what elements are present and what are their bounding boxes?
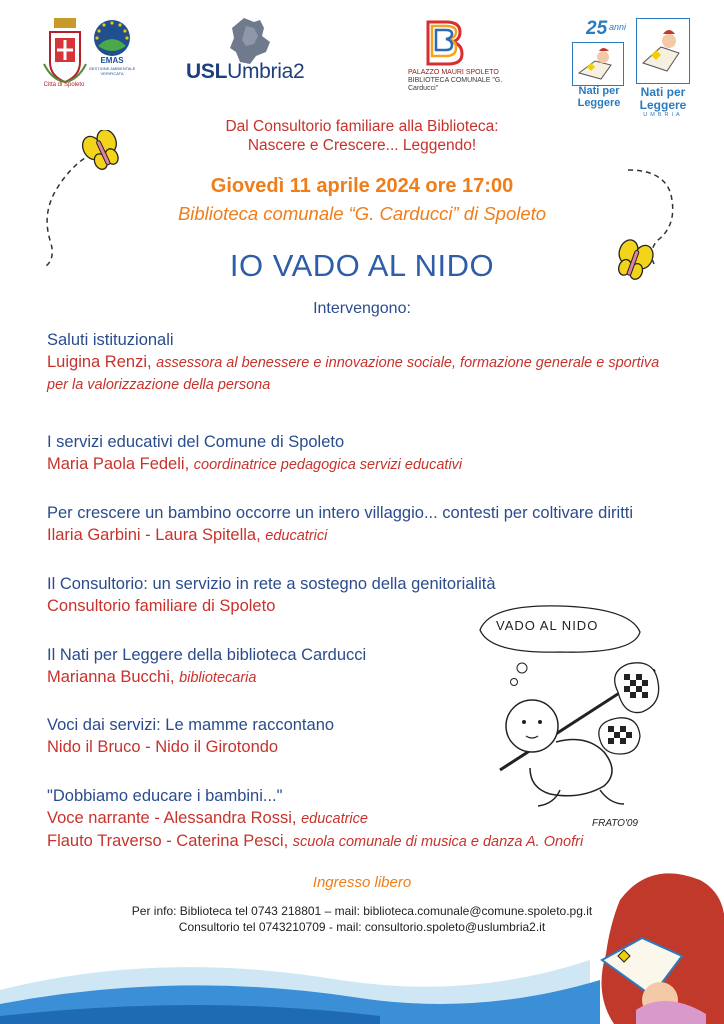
child-with-bundle-illustration bbox=[460, 600, 660, 830]
program-topic: Voci dai servizi: Le mamme raccontano bbox=[47, 716, 335, 734]
npl-label-left: Nati per Leggere bbox=[577, 85, 621, 109]
event-venue: Biblioteca comunale “G. Carducci” di Spoleto bbox=[177, 203, 547, 224]
palazzo-line1: PALAZZO MAURI SPOLETO bbox=[408, 69, 499, 76]
speaker-name: Flauto Traverso - Caterina Pesci, bbox=[47, 832, 289, 850]
reading-child-corner-icon bbox=[580, 860, 724, 1024]
npl-25-number: 25 bbox=[586, 18, 608, 39]
speaker-role: coordinatrice pedagogica servizi educativi bbox=[193, 457, 463, 473]
page-title: IO VADO AL NIDO bbox=[229, 248, 495, 283]
npl-label-right: Nati per Leggere bbox=[639, 85, 687, 112]
program-item bbox=[47, 503, 707, 547]
speaker-role: educatrici bbox=[265, 528, 328, 544]
usl-umbria2-logo bbox=[186, 60, 304, 84]
comune-caption: Città di Spoleto bbox=[43, 82, 85, 88]
emas-logo-icon bbox=[90, 16, 134, 88]
event-date: Giovedì 11 aprile 2024 ore 17:00 bbox=[210, 175, 514, 197]
info-line-library: Per info: Biblioteca tel 0743 218801 – mail: biblioteca.comunale@comune.spoleto.pg.it bbox=[131, 904, 593, 918]
info-line-consultorio: Consultorio tel 0743210709 - mail: consultorio.spoleto@uslumbria2.it bbox=[178, 920, 546, 934]
umbria-region-icon bbox=[226, 16, 276, 64]
program-speaker bbox=[47, 351, 707, 374]
usl-prefix: USL bbox=[186, 60, 228, 83]
speech-bubble-text: VADO AL NIDO bbox=[496, 618, 599, 633]
speaker-name: Luigina Renzi, bbox=[47, 353, 152, 371]
npl-region: UMBRIA bbox=[643, 112, 683, 118]
program-speaker bbox=[47, 830, 707, 853]
speaker-name: Maria Paola Fedeli, bbox=[47, 455, 190, 473]
speaker-role: educatrice bbox=[301, 811, 368, 827]
speaker-name: Marianna Bucchi, bbox=[47, 668, 175, 686]
program-speaker bbox=[47, 524, 707, 547]
speaker-role: scuola comunale di musica e danza A. Onofri bbox=[292, 834, 584, 850]
program-topic: Saluti istituzionali bbox=[47, 331, 174, 349]
program-speaker bbox=[47, 453, 707, 476]
speaker-name: Voce narrante - Alessandra Rossi, bbox=[47, 809, 297, 827]
program-topic: Per crescere un bambino occorre un intero villaggio... contesti per coltivare diritti bbox=[47, 504, 634, 522]
program-item bbox=[47, 330, 707, 396]
emas-label: EMAS bbox=[100, 56, 124, 65]
program-topic: "Dobbiamo educare i bambini..." bbox=[47, 787, 283, 805]
speaker-name: Nido il Bruco - Nido il Girotondo bbox=[47, 738, 279, 756]
npl-25-logo-box bbox=[572, 42, 624, 86]
speaker-role-continued: per la valorizzazione della persona bbox=[47, 377, 271, 393]
npl-25-word: anni bbox=[609, 22, 627, 32]
speaker-role: assessora al benessere e innovazione sociale, formazione generale e sportiva bbox=[156, 355, 660, 371]
reading-child-icon bbox=[637, 19, 689, 83]
npl-umbria-logo-box bbox=[636, 18, 690, 84]
program-topic: Il Consultorio: un servizio in rete a sostegno della genitorialità bbox=[47, 575, 496, 593]
palazzo-mauri-text bbox=[408, 69, 518, 93]
emas-subtitle: GESTIONE AMBIENTALE VERIFICATA bbox=[88, 66, 136, 76]
palazzo-mauri-logo-icon bbox=[424, 18, 464, 66]
subtitle bbox=[0, 117, 724, 155]
program-item bbox=[47, 432, 707, 476]
usl-suffix: Umbria2 bbox=[227, 60, 305, 83]
program-topic: I servizi educativi del Comune di Spoleto bbox=[47, 433, 345, 451]
artist-signature: FRATO'09 bbox=[592, 818, 638, 829]
speakers-intro: Intervengono: bbox=[313, 300, 411, 317]
subtitle-line1: Dal Consultorio familiare alla Biblioteca: bbox=[225, 118, 499, 135]
subtitle-line2: Nascere e Crescere... Leggendo! bbox=[247, 137, 477, 154]
speaker-name: Consultorio familiare di Spoleto bbox=[47, 597, 276, 615]
reading-child-icon bbox=[573, 43, 623, 85]
speaker-name: Ilaria Garbini - Laura Spitella, bbox=[47, 526, 261, 544]
free-entry-note: Ingresso libero bbox=[312, 874, 412, 891]
palazzo-line2: BIBLIOTECA COMUNALE "G. Carducci" bbox=[408, 77, 503, 92]
program-topic: Il Nati per Leggere della biblioteca Carducci bbox=[47, 646, 367, 664]
speaker-role: bibliotecaria bbox=[179, 670, 257, 686]
